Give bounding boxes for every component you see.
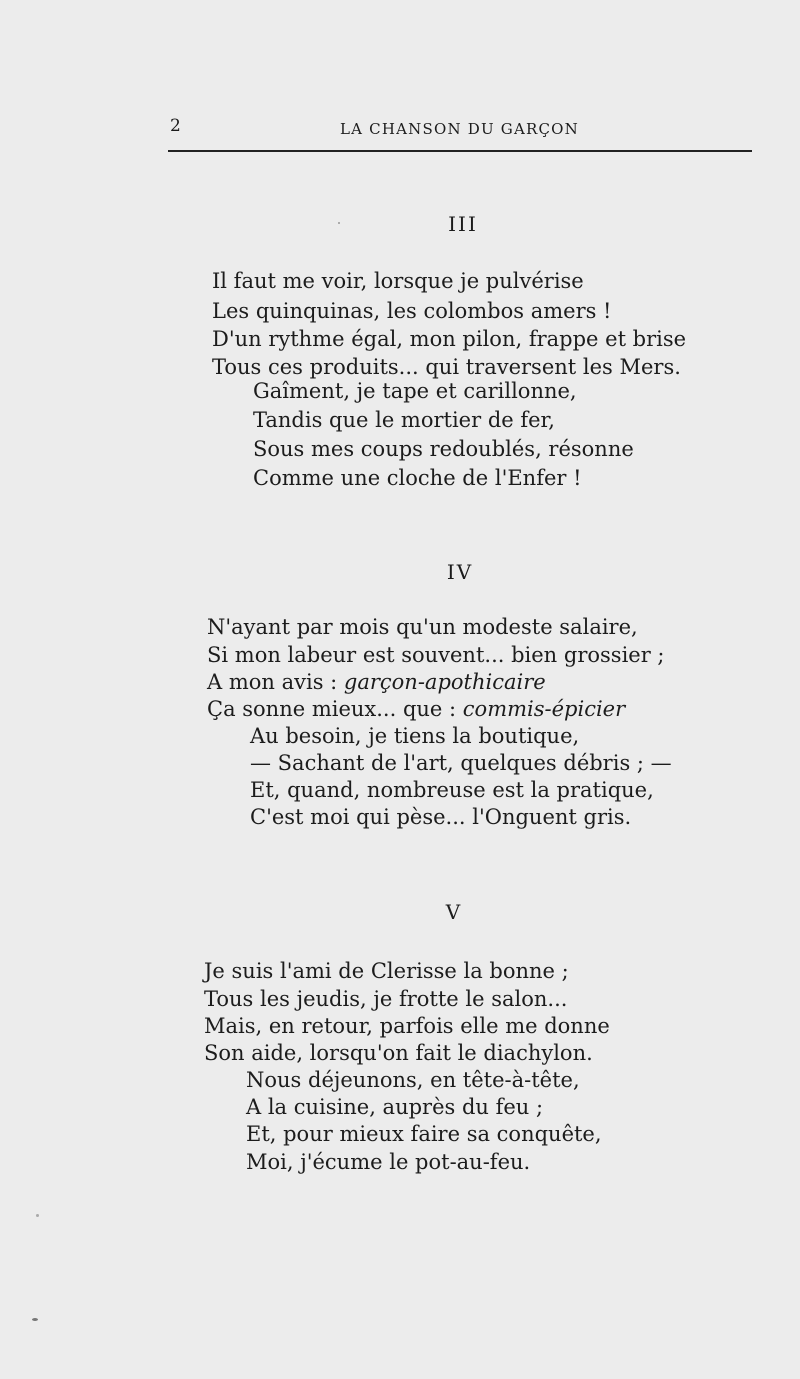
paper-speck	[338, 222, 340, 224]
verse-line: Et, quand, nombreuse est la pratique,	[250, 778, 654, 802]
verse-line: C'est moi qui pèse... l'Onguent gris.	[250, 805, 632, 829]
page-header	[168, 114, 752, 154]
verse-line	[207, 667, 546, 697]
verse-line: Tous les jeudis, je frotte le salon...	[204, 987, 568, 1011]
italic-term: commis-épicier	[462, 697, 626, 721]
verse-line: Moi, j'écume le pot-au-feu.	[246, 1150, 531, 1174]
verse-line: D'un rythme égal, mon pilon, frappe et brise	[212, 327, 687, 351]
verse-line: Si mon labeur est souvent... bien grossier ;	[207, 643, 665, 667]
verse-line: Gaîment, je tape et carillonne,	[253, 379, 577, 403]
verse-line: Comme une cloche de l'Enfer !	[253, 466, 582, 490]
verse-line: Tandis que le mortier de fer,	[253, 408, 555, 432]
paper-speck	[32, 1318, 38, 1321]
verse-line: Les quinquinas, les colombos amers !	[212, 299, 612, 323]
stanza-numeral-iii: III	[448, 212, 478, 236]
verse-line	[207, 694, 625, 724]
verse-line: Au besoin, je tiens la boutique,	[250, 724, 580, 748]
stanza-numeral-v: V	[445, 900, 463, 924]
verse-line: Sous mes coups redoublés, résonne	[253, 437, 634, 461]
verse-line: Mais, en retour, parfois elle me donne	[204, 1014, 610, 1038]
verse-line: Et, pour mieux faire sa conquête,	[246, 1122, 602, 1146]
verse-line: N'ayant par mois qu'un modeste salaire,	[207, 615, 638, 639]
verse-line-text: Ça sonne mieux... que :	[207, 697, 463, 721]
verse-line: A la cuisine, auprès du feu ;	[246, 1095, 544, 1119]
header-rule	[168, 150, 752, 152]
running-title: LA CHANSON DU GARÇON	[340, 120, 579, 138]
italic-term: garçon-apothicaire	[343, 670, 546, 694]
verse-line: Je suis l'ami de Clerisse la bonne ;	[204, 959, 569, 983]
verse-line: — Sachant de l'art, quelques débris ; —	[250, 751, 672, 775]
verse-line: Son aide, lorsqu'on fait le diachylon.	[204, 1041, 593, 1065]
page-number: 2	[170, 116, 181, 136]
paper-speck	[36, 1214, 39, 1217]
stanza-numeral-iv: IV	[446, 560, 474, 584]
verse-line: Tous ces produits... qui traversent les Mers.	[212, 355, 681, 379]
verse-line-text: A mon avis :	[207, 670, 344, 694]
verse-line: Nous déjeunons, en tête-à-tête,	[246, 1068, 580, 1092]
verse-line: Il faut me voir, lorsque je pulvérise	[212, 269, 584, 293]
